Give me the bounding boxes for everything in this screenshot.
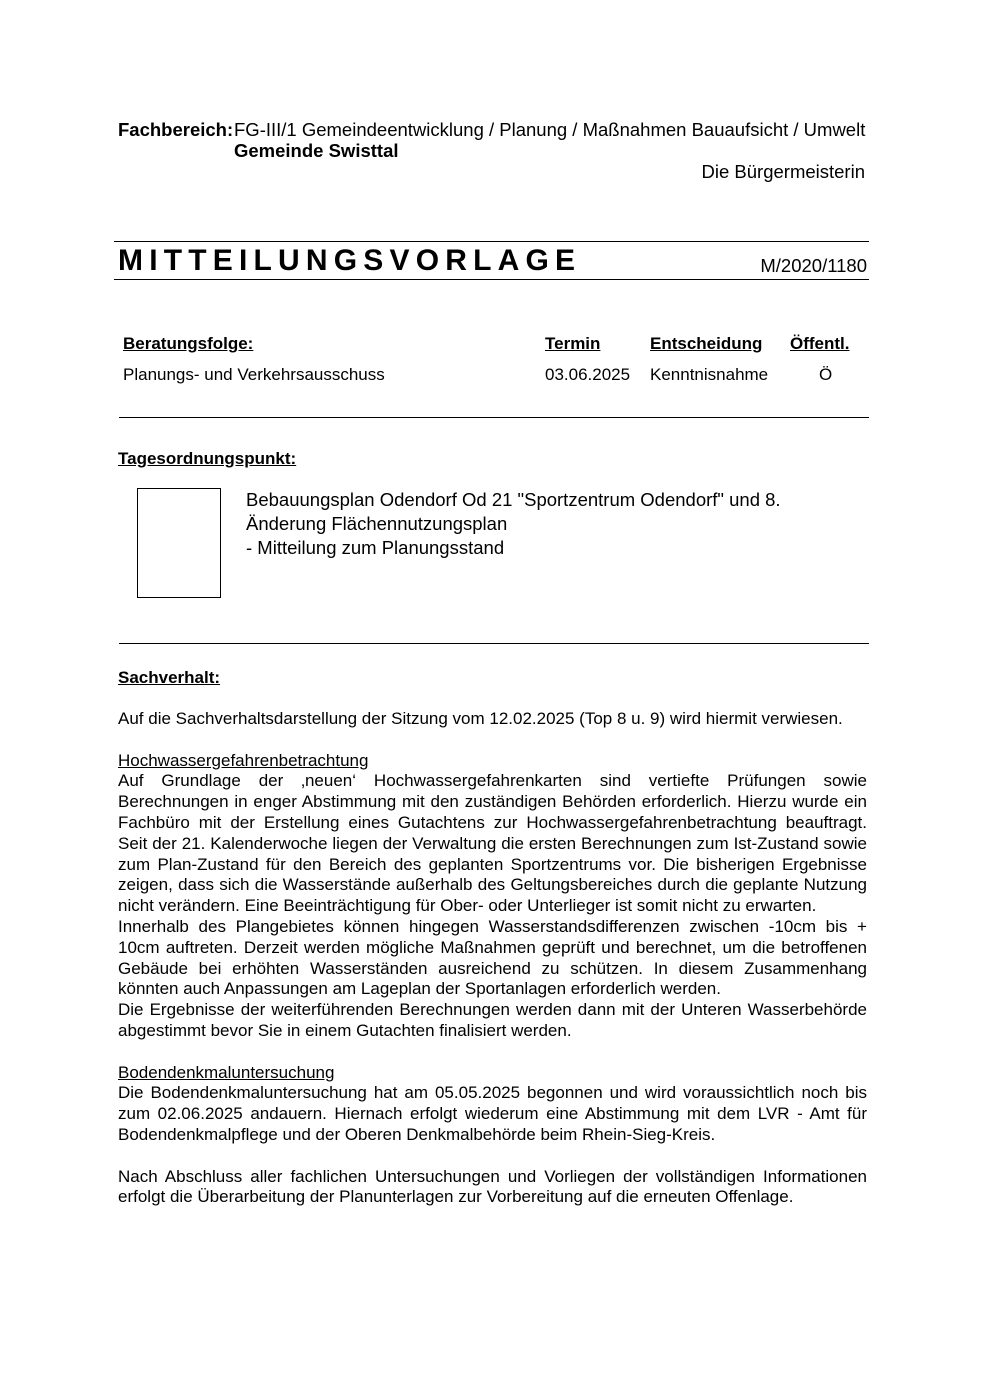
flood-paragraph-3: Die Ergebnisse der weiterführenden Berechnungen werden dann mit der Unteren Wasserbehörde abgestimmt bevor Sie in einem Gutachten finalisiert werden. [118, 1000, 867, 1040]
consultation-header-public: Öffentl. [790, 334, 850, 353]
agenda-title-line-3: - Mitteilung zum Planungsstand [246, 537, 505, 558]
department-label: Fachbereich: [118, 119, 234, 140]
monument-paragraph: Die Bodendenkmaluntersuchung hat am 05.05.2025 begonnen und wird voraussichtlich noch bis zum 02.06.2025 andauern. Hiernach erfolgt wiederum eine Abstimmung mit dem LVR - Amt für Bodendenkmalpflege und der Oberen Denkmalbehörde beim Rhein-Sieg-Kreis. [118, 1083, 867, 1144]
consultation-row-decision: Kenntnisnahme [650, 365, 769, 384]
document-number: M/2020/1180 [760, 255, 867, 276]
agenda-label: Tagesordnungspunkt: [118, 449, 297, 468]
facts-body [118, 709, 867, 1208]
consultation-header-decision: Entscheidung [650, 334, 763, 353]
agenda-number-box [137, 488, 221, 598]
department-value: FG-III/1 Gemeindeentwicklung / Planung / Maßnahmen Bauaufsicht / Umwelt [234, 119, 866, 140]
document-type-title: MITTEILUNGSVORLAGE [118, 244, 582, 277]
consultation-row-body: Planungs- und Verkehrsausschuss [123, 365, 385, 384]
flood-heading: Hochwassergefahrenbetrachtung [118, 750, 369, 770]
monument-heading: Bodendenkmaluntersuchung [118, 1062, 335, 1082]
flood-paragraph-1: Auf Grundlage der ‚neuen‘ Hochwassergefahrenkarten sind vertiefte Prüfungen sowie Berechnungen in enger Abstimmung mit den zuständigen Behörden erforderlich. Hierzu wurde ein Fachbüro mit der Erstellung eines Gutachtens zur Hochwassergefahrenbetrachtung beauftragt. Seit der 21. Kalenderwoche liegen der Verwaltung die ersten Berechnungen zum Ist-Zustand sowie zum Plan-Zustand für den Bereich des geplanten Sportzentrums vor. Die bisherigen Ergebnisse zeigen, dass sich die Wasserstände außerhalb des Geltungsbereiches durch die geplante Nutzung nicht verändern. Eine Beeinträchtigung für Ober- oder Unterlieger ist somit nicht zu erwarten. [118, 771, 867, 916]
consultation-row-public: Ö [819, 365, 833, 384]
agenda-rule [119, 643, 869, 644]
title-top-rule [114, 241, 869, 242]
title-bottom-rule [114, 279, 869, 280]
agenda-title-line-1: Bebauungsplan Odendorf Od 21 "Sportzentrum Odendorf" und 8. [246, 489, 781, 510]
consultation-row-date: 03.06.2025 [545, 365, 631, 384]
facts-label: Sachverhalt: [118, 668, 221, 687]
flood-paragraph-2: Innerhalb des Plangebietes können hingegen Wasserstandsdifferenzen zwischen -10cm bis + 10cm auftreten. Derzeit werden mögliche Maßnahmen geprüft und berechnet, um die betroffenen Gebäude bei erhöhten Wasserständen ausreichend zu schützen. In diesem Zusammenhang könnten auch Anpassungen am Lageplan der Sportanlagen erforderlich werden. [118, 916, 867, 999]
consultation-header-date: Termin [545, 334, 601, 353]
municipality-name: Gemeinde Swisttal [234, 140, 399, 161]
consultation-rule [119, 417, 869, 418]
facts-intro: Auf die Sachverhaltsdarstellung der Sitzung vom 12.02.2025 (Top 8 u. 9) wird hiermit verwiesen. [118, 709, 843, 728]
closing-paragraph: Nach Abschluss aller fachlichen Untersuchungen und Vorliegen der vollständigen Informationen erfolgt die Überarbeitung der Planunterlagen zur Vorbereitung auf die erneuten Offenlage. [118, 1166, 867, 1207]
mayor-label: Die Bürgermeisterin [701, 161, 865, 182]
agenda-title [246, 488, 846, 560]
consultation-header-body: Beratungsfolge: [123, 334, 254, 353]
agenda-title-line-2: Änderung Flächennutzungsplan [246, 513, 508, 534]
